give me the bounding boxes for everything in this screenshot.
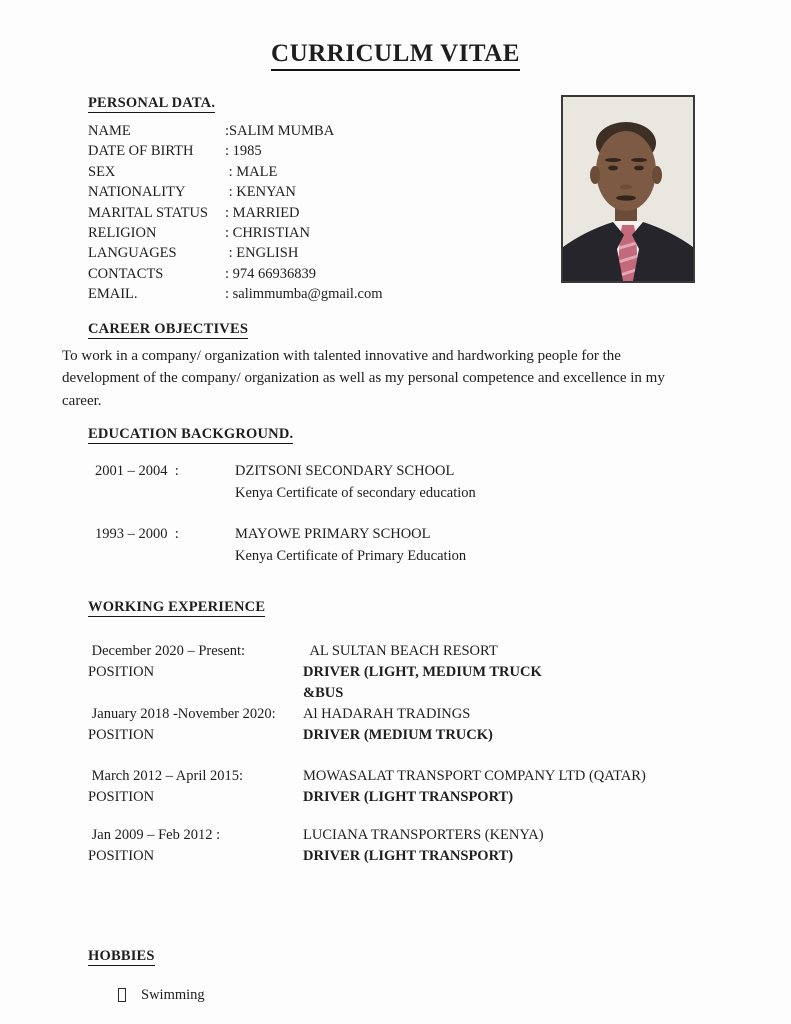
- field-label: EMAIL.: [88, 286, 138, 303]
- right-ear: [652, 166, 662, 184]
- passport-photo-illustration: [563, 97, 693, 281]
- right-eye: [634, 166, 644, 171]
- experience-period: December 2020 – Present:: [88, 643, 246, 659]
- personal-data-row: [88, 141, 548, 161]
- section-personal-data: [88, 94, 548, 305]
- experience-row: [88, 704, 728, 725]
- section-career-objectives: [62, 320, 710, 412]
- experience-entry: [88, 704, 728, 746]
- school-name: DZITSONI SECONDARY SCHOOL: [235, 463, 455, 479]
- position-label: POSITION: [88, 664, 155, 680]
- experience-entry: [88, 641, 728, 704]
- position-value: &BUS: [303, 685, 344, 701]
- section-education: [88, 425, 708, 567]
- experience-row: [88, 787, 728, 808]
- company-name: LUCIANA TRANSPORTERS (KENYA): [303, 827, 544, 843]
- experience-row: [88, 825, 728, 846]
- experience-entry: [88, 766, 728, 808]
- page-title: CURRICULM VITAE: [271, 40, 520, 71]
- personal-data-row: [88, 182, 548, 202]
- position-value: DRIVER (MEDIUM TRUCK): [303, 727, 493, 743]
- hobbies-heading: HOBBIES: [88, 948, 155, 964]
- experience-period: January 2018 -November 2020:: [88, 706, 276, 722]
- career-objectives-heading: CAREER OBJECTIVES: [88, 321, 249, 337]
- personal-data-row: [88, 243, 548, 263]
- personal-data-row: [88, 264, 548, 284]
- experience-row: [88, 725, 728, 746]
- hobby-item: [88, 986, 488, 1004]
- personal-data-row: [88, 203, 548, 223]
- field-value: : salimmumba@gmail.com: [225, 286, 383, 303]
- field-value: : ENGLISH: [225, 245, 299, 262]
- passport-photo: [561, 95, 695, 283]
- field-value: : MALE: [225, 163, 278, 180]
- education-entry: [88, 460, 708, 504]
- experience-row: [88, 766, 728, 787]
- position-label: POSITION: [88, 727, 155, 743]
- education-row: [88, 523, 708, 567]
- title-row: [0, 40, 791, 71]
- field-value: : 1985: [225, 143, 262, 160]
- personal-data-row: [88, 223, 548, 243]
- field-label: RELIGION: [88, 225, 157, 242]
- position-label: POSITION: [88, 789, 155, 805]
- personal-data-row: [88, 162, 548, 182]
- experience-row: [88, 683, 728, 704]
- position-value: DRIVER (LIGHT, MEDIUM TRUCK: [303, 664, 542, 680]
- education-period: 2001 – 2004 :: [95, 463, 179, 479]
- certificate-name: Kenya Certificate of Primary Education: [235, 548, 467, 564]
- field-label: MARITAL STATUS: [88, 204, 208, 221]
- field-label: NATIONALITY: [88, 184, 186, 201]
- personal-data-heading: PERSONAL DATA.: [88, 95, 216, 111]
- spacer: [88, 683, 303, 704]
- position-label: POSITION: [88, 848, 155, 864]
- field-value: : 974 66936839: [225, 265, 317, 282]
- nose: [620, 185, 632, 190]
- experience-period: Jan 2009 – Feb 2012 :: [88, 827, 221, 843]
- field-label: SEX: [88, 163, 116, 180]
- personal-data-row: [88, 121, 548, 141]
- position-value: DRIVER (LIGHT TRANSPORT): [303, 789, 514, 805]
- education-heading: EDUCATION BACKGROUND.: [88, 426, 294, 442]
- company-name: Al HADARAH TRADINGS: [303, 706, 471, 722]
- experience-row: [88, 662, 728, 683]
- hobby-label: Swimming: [141, 987, 205, 1003]
- field-label: NAME: [88, 123, 131, 139]
- education-detail: [235, 460, 476, 504]
- field-label: LANGUAGES: [88, 245, 177, 262]
- education-entry: [88, 523, 708, 567]
- experience-row: [88, 641, 728, 662]
- personal-data-row: [88, 284, 548, 304]
- empty-box-bullet-icon: [118, 988, 126, 1002]
- field-label: DATE OF BIRTH: [88, 143, 194, 160]
- education-row: [88, 460, 708, 504]
- section-working-experience: [88, 598, 728, 867]
- field-value: : MARRIED: [225, 204, 300, 221]
- education-detail: [235, 523, 466, 567]
- company-name: MOWASALAT TRANSPORT COMPANY LTD (QATAR): [303, 768, 646, 784]
- personal-data-rows: [88, 121, 548, 305]
- position-value: DRIVER (LIGHT TRANSPORT): [303, 848, 514, 864]
- field-value: : CHRISTIAN: [225, 225, 310, 242]
- right-eyebrow: [631, 158, 647, 162]
- left-eyebrow: [605, 158, 621, 162]
- experience-entry: [88, 825, 728, 867]
- mouth: [616, 195, 636, 200]
- certificate-name: Kenya Certificate of secondary education: [235, 485, 476, 501]
- career-objectives-text: To work in a company/ organization with talented innovative and hardworking people for the development of the company/ organization as well as my personal competence and excellence in my career.: [62, 348, 665, 409]
- education-period: 1993 – 2000 :: [95, 526, 179, 542]
- experience-entries: [88, 641, 728, 867]
- experience-row: [88, 846, 728, 867]
- field-label: CONTACTS: [88, 265, 164, 282]
- left-eye: [608, 166, 618, 171]
- field-value: :SALIM MUMBA: [225, 123, 335, 139]
- field-value: : KENYAN: [225, 184, 296, 201]
- school-name: MAYOWE PRIMARY SCHOOL: [235, 526, 431, 542]
- working-experience-heading: WORKING EXPERIENCE: [88, 599, 266, 615]
- section-hobbies: [88, 947, 488, 1004]
- company-name: AL SULTAN BEACH RESORT: [303, 643, 498, 659]
- experience-period: March 2012 – April 2015:: [88, 768, 244, 784]
- left-ear: [590, 166, 600, 184]
